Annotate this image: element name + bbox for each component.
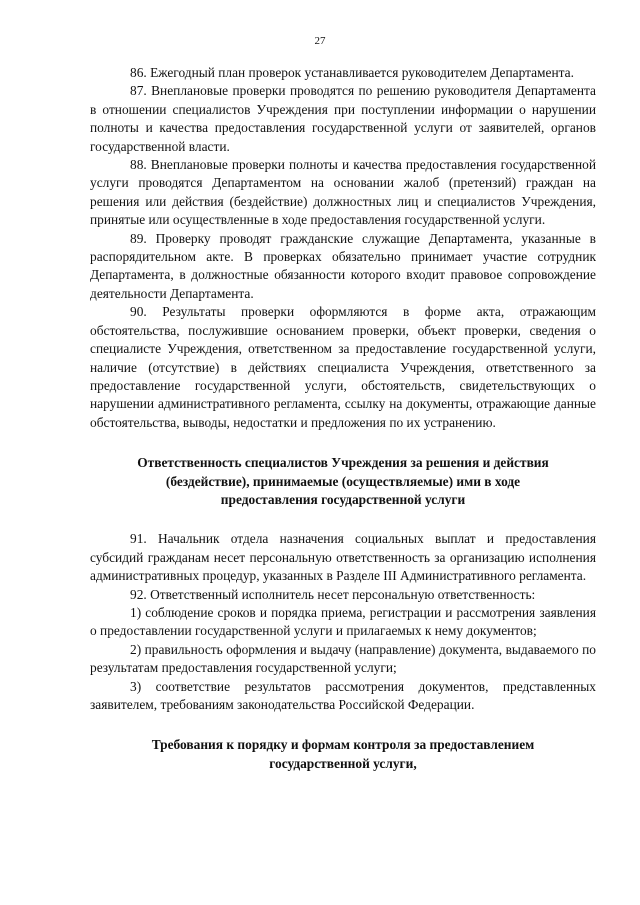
- section-heading-responsibility: Ответственность специалистов Учреждения за решения и действия (бездействие), принимаемые (осуществляемые) ими в ходе предоставления государственной услуги: [137, 455, 549, 507]
- paragraph-88: 88. Внеплановые проверки полноты и качества предоставления государственной услуги проводятся Департаментом на основании жалоб (претензий) граждан на решения или действия (бездействие) должностных лиц и специалистов Учреждения, принятые или осуществленные в ходе предоставления государственной услуги.: [90, 157, 596, 228]
- list-item-2: 2) правильность оформления и выдачу (направление) документа, выдаваемого по результатам предоставления государственной услуги;: [90, 641, 596, 676]
- page-content: [90, 64, 596, 773]
- paragraph-92: 92. Ответственный исполнитель несет персональную ответственность:: [130, 586, 536, 602]
- list-item-1: 1) соблюдение сроков и порядка приема, регистрации и рассмотрения заявления о предоставлении государственной услуги и прилагаемых к нему документов;: [90, 604, 596, 639]
- paragraph-89: 89. Проверку проводят гражданские служащие Департамента, указанные в распорядительном акте. В проверках обязательно принимает участие сотрудник Департамента, в должностные обязанности которого входит правовое сопровождение деятельности Департамента.: [90, 230, 596, 301]
- paragraph-90: 90. Результаты проверки оформляются в форме акта, отражающим обстоятельства, послужившие основанием проверки, объект проверки, сведения о специалисте Учреждения, ответственном за предоставление государственной услуги, наличие (отсутствие) в действиях специалиста Учреждения, ответственного за предоставление государственной услуги, обстоятельств, свидетельствующих о нарушении административного регламента, ссылку на документы, отражающие данные обстоятельства, выводы, недостатки и предложения по их устранению.: [90, 304, 596, 430]
- page-number: 27: [314, 35, 326, 47]
- paragraph-86: 86. Ежегодный план проверок устанавливается руководителем Департамента.: [130, 65, 574, 80]
- section-heading-control: Требования к порядку и формам контроля за предоставлением государственной услуги,: [151, 737, 535, 771]
- paragraph-91: 91. Начальник отдела назначения социальных выплат и предоставления субсидий гражданам несет персональную ответственность за организацию исполнения административных процедур, указанных в Разделе III Административного регламента.: [90, 531, 596, 584]
- paragraph-87: 87. Внеплановые проверки проводятся по решению руководителя Департамента в отношении специалистов Учреждения при поступлении информации о нарушении полноты и качества предоставления государственной услуги от заявителей, органов государственной власти.: [90, 83, 596, 154]
- list-item-3: 3) соответствие результатов рассмотрения документов, представленных заявителем, требованиям законодательства Российской Федерации.: [90, 678, 596, 712]
